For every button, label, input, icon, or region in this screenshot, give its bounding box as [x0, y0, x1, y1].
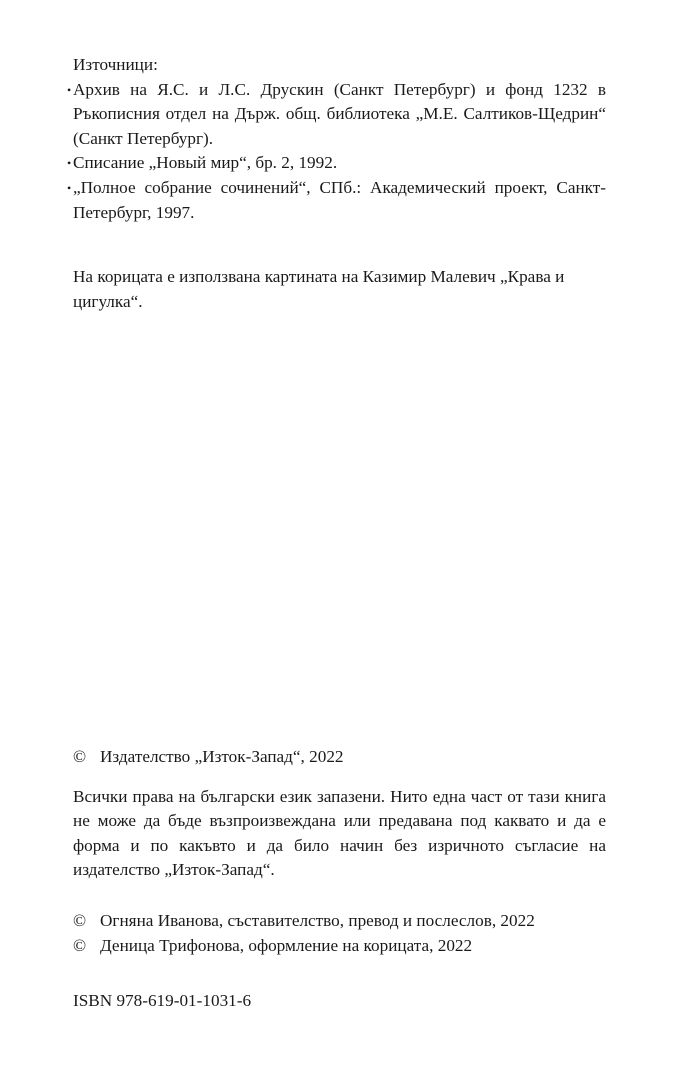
credit-text: Деница Трифонова, оформление на корицата, 2022 — [100, 935, 473, 955]
source-text: Списание „Новый мир“, бр. 2, 1992. — [73, 153, 338, 173]
bullet-icon: • — [67, 180, 72, 195]
sources-section — [67, 53, 606, 311]
credits — [73, 909, 606, 958]
list-item — [67, 151, 606, 176]
isbn: ISBN 978-619-01-1031-6 — [73, 991, 252, 1011]
list-item — [67, 176, 606, 225]
copyright-icon: © — [73, 747, 87, 766]
sources-heading: Източници: — [73, 55, 158, 74]
credit-text: Огняна Иванова, съставителство, превод и послеслов, 2022 — [100, 910, 535, 930]
list-item — [67, 78, 606, 152]
bullet-icon: • — [67, 82, 72, 97]
publisher-copyright-text: Издателство „Изток-Запад“, 2022 — [100, 747, 344, 766]
copyright-icon: © — [73, 910, 87, 930]
copyright-icon: © — [73, 935, 87, 955]
sources-list — [67, 78, 606, 226]
credit-line — [73, 909, 606, 934]
rights-notice: Всички права на български език запазени. Нито една част от тази книга не може да бъде възпроизвеждана или предавана под каквато и да е форма и по какъвто и да било начин без изричното съгласие на издателство „Изток-Запад“. — [73, 786, 606, 880]
bullet-icon: • — [67, 156, 72, 171]
publisher-copyright — [73, 745, 606, 770]
credit-line — [73, 934, 606, 959]
copyright-section — [73, 745, 606, 1031]
source-text: „Полное собрание сочинений“, СПб.: Академический проект, Санкт-Петербург, 1997. — [73, 177, 606, 222]
cover-note: На корицата е използвана картината на Казимир Малевич „Крава и цигулка“. — [73, 267, 565, 311]
source-text: Архив на Я.С. и Л.С. Друскин (Санкт Петербург) и фонд 1232 в Ръкописния отдел на Държ. общ. библиотека „М.Е. Салтиков-Щедрин“ (Санкт Петербург). — [73, 79, 606, 148]
